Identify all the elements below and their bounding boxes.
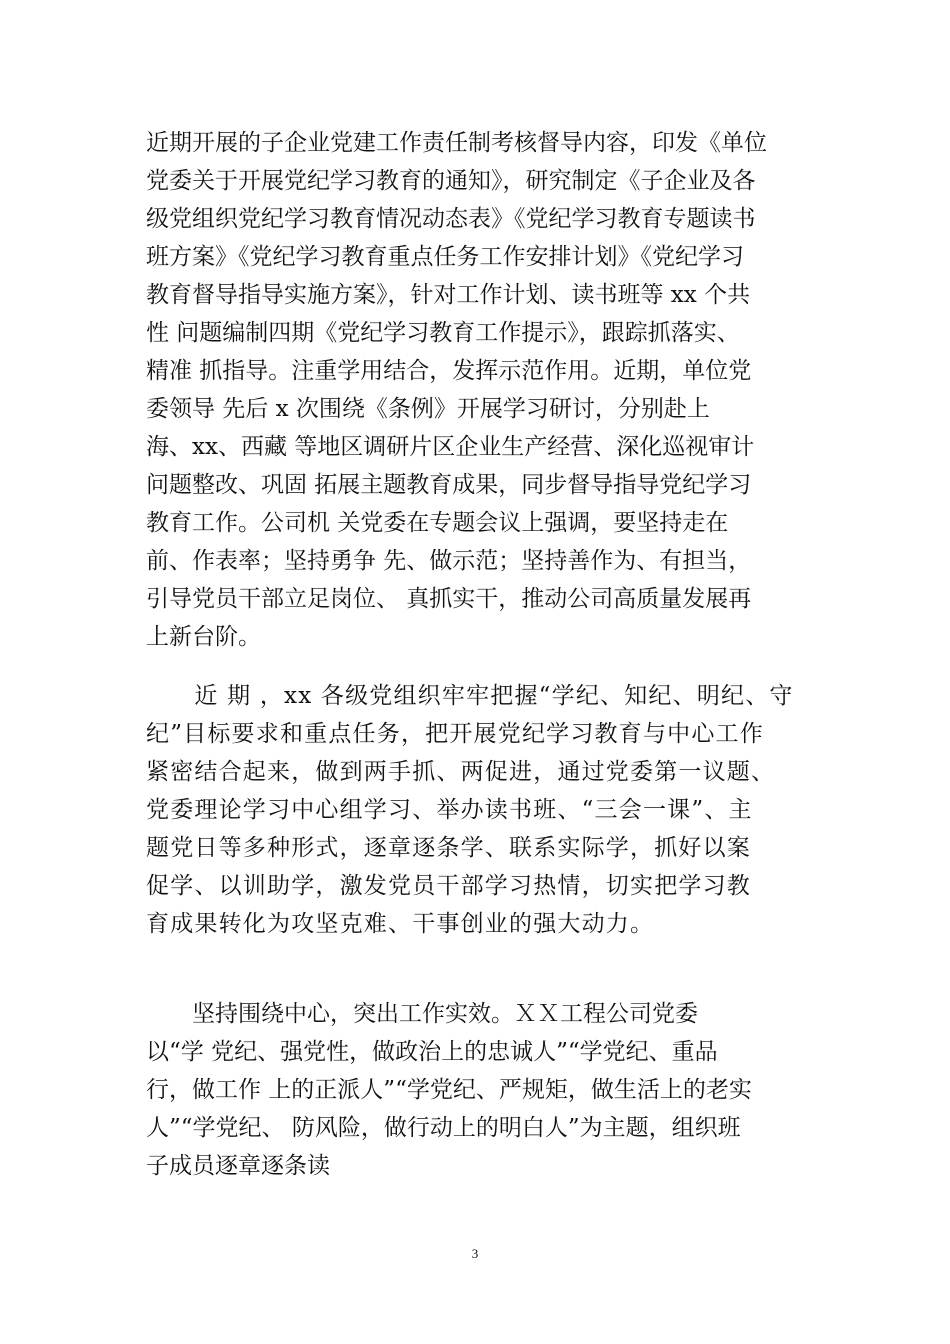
text-line: 以“学 党纪、强党性，做政治上的忠诚人”“学党纪、重品 <box>146 1039 718 1065</box>
page-number: 3 <box>471 1246 479 1261</box>
text-line: 级党组织党纪学习教育情况动态表》《党纪学习教育专题读书 <box>146 206 756 232</box>
text-line: 题党日等多种形式，逐章逐条学、联系实际学，抓好以案 <box>146 835 751 861</box>
text-line: 性 问题编制四期《党纪学习教育工作提示》，跟踪抓落实、 <box>146 320 740 346</box>
text-line: 育成果转化为攻坚克难、干事创业的强大动力。 <box>146 911 655 937</box>
text-line: 前、作表率；坚持勇争 先、做示范；坚持善作为、有担当， <box>146 548 752 574</box>
text-line: 党委关于开展党纪学习教育的通知》，研究制定《子企业及各 <box>146 168 756 194</box>
text-line: 纪”目标要求和重点任务，把开展党纪学习教育与中心工作 <box>146 721 764 747</box>
text-line: 海、xx、西藏 等地区调研片区企业生产经营、深化巡视审计 <box>146 434 755 460</box>
text-line: 班方案》《党纪学习教育重点任务工作安排计划》《党纪学习 <box>146 244 744 270</box>
text-line: 党委理论学习中心组学习、举办读书班、“三会一课”、主 <box>146 797 753 823</box>
text-line: 委领导 先后 x 次围绕《条例》开展学习研讨，分别赴上 <box>146 396 710 422</box>
text-line: 上新台阶。 <box>146 624 261 650</box>
text-line: 人”“学党纪、 防风险，做行动上的明白人”为主题，组织班 <box>146 1115 741 1141</box>
text-line: 坚持围绕中心，突出工作实效。ＸＸ工程公司党委 <box>146 1001 698 1027</box>
text-line: 近期开展的子企业党建工作责任制考核督导内容，印发《单位 <box>146 130 767 156</box>
text-line: 近 期 ，xx 各级党组织牢牢把握“学纪、知纪、明纪、守 <box>146 683 794 709</box>
paragraph-3 <box>146 995 836 1185</box>
text-line: 子成员逐章逐条读 <box>146 1153 330 1179</box>
paragraph-2 <box>146 677 836 943</box>
text-line: 精准 抓指导。注重学用结合，发挥示范作用。近期，单位党 <box>146 358 752 384</box>
text-line: 紧密结合起来，做到两手抓、两促进，通过党委第一议题、 <box>146 759 776 785</box>
text-line: 教育督导指导实施方案》，针对工作计划、读书班等 xx 个共 <box>146 282 751 308</box>
text-line: 问题整改、巩固 拓展主题教育成果，同步督导指导党纪学习 <box>146 472 752 498</box>
text-line: 教育工作。公司机 关党委在专题会议上强调，要坚持走在 <box>146 510 729 536</box>
paragraph-1 <box>146 124 836 656</box>
text-line: 行，做工作 上的正派人”“学党纪、严规矩，做生活上的老实 <box>146 1077 752 1103</box>
text-line: 引导党员干部立足岗位、 真抓实干，推动公司高质量发展再 <box>146 586 752 612</box>
text-line: 促学、以训助学，激发党员干部学习热情，切实把学习教 <box>146 873 751 899</box>
